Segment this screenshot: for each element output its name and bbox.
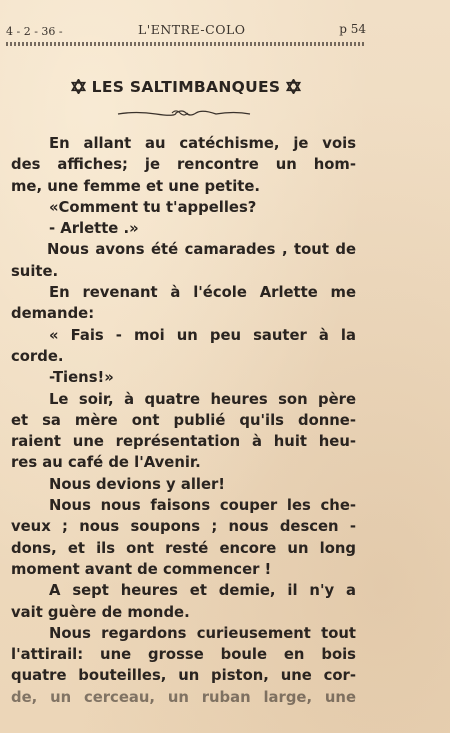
text-line: demande: (11, 305, 95, 323)
text-line: raient une représentation à huit heu- (11, 433, 356, 451)
article-body (11, 133, 356, 708)
text-line: suite. (11, 262, 59, 280)
text-line: des affiches; je rencontre un hom- (11, 156, 356, 174)
text-line: En revenant à l'école Arlette me (49, 284, 356, 302)
text-line: me, une femme et une petite. (11, 177, 260, 195)
text-line: corde. (11, 347, 64, 365)
journal-name: L'ENTRE-COLO (138, 22, 246, 37)
header-date: 4 - 2 - 36 - (6, 25, 63, 38)
text-line: vait guère de monde. (11, 603, 190, 621)
star-of-david-icon (286, 79, 301, 94)
text-line: dons, et ils ont resté encore un long (11, 539, 356, 557)
swirl-divider-icon (116, 108, 252, 118)
text-line: quatre bouteilles, un piston, une cor- (11, 667, 356, 685)
header-rule (6, 42, 366, 46)
text-line: Le soir, à quatre heures son père (49, 390, 356, 408)
text-line: Nous devions y aller! (49, 475, 226, 493)
text-line: res au café de l'Avenir. (11, 454, 201, 472)
text-line: et sa mère ont publié qu'ils donne- (11, 411, 356, 429)
page-header (6, 22, 366, 40)
text-line: « Fais - moi un peu sauter à la (49, 326, 356, 344)
text-line: En allant au catéchisme, je vois (49, 135, 356, 152)
article-title (0, 78, 372, 96)
text-line: Nous avons été camarades , tout de (47, 241, 356, 259)
text-line: A sept heures et demie, il n'y a (49, 582, 356, 600)
text-line: veux ; nous soupons ; nous descen - (11, 518, 356, 536)
text-line: Nous nous faisons couper les che- (49, 497, 356, 515)
text-line: «Comment tu t'appelles? (49, 198, 257, 216)
text-line: Nous regardons curieusement tout (49, 624, 356, 642)
page-number: p 54 (339, 22, 366, 36)
text-line: moment avant de commencer ! (11, 560, 272, 578)
text-line: -Tiens!» (49, 369, 114, 387)
text-line: de, un cerceau, un ruban large, une (11, 688, 356, 706)
title-text: LES SALTIMBANQUES (91, 78, 281, 96)
text-line: l'attirail: une grosse boule en bois (11, 646, 356, 664)
text-line: - Arlette .» (49, 220, 139, 238)
star-of-david-icon (71, 79, 86, 94)
